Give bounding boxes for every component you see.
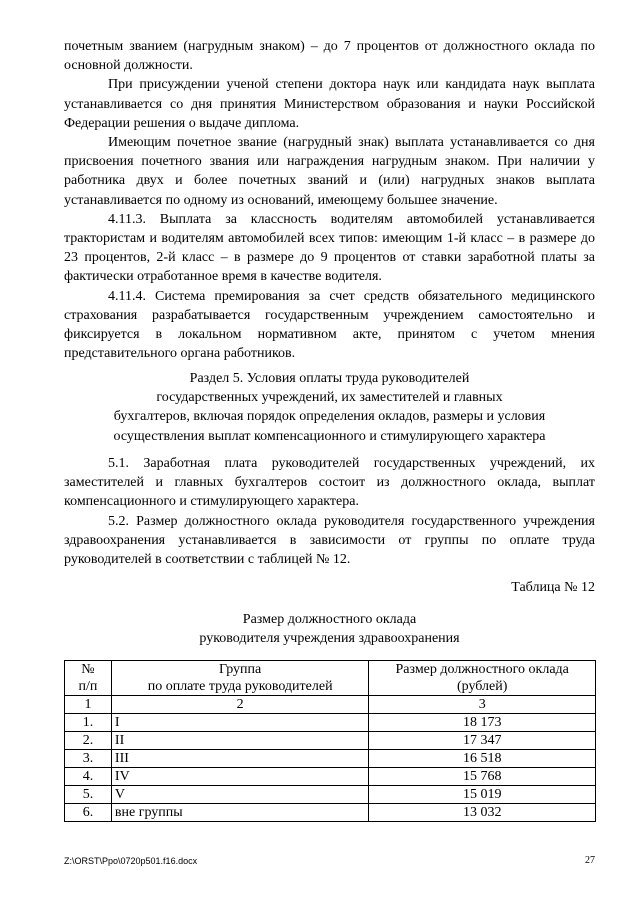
row-group: I: [111, 714, 368, 732]
row-group: IV: [111, 768, 368, 786]
row-group: V: [111, 786, 368, 804]
salary-table: [64, 660, 596, 822]
numbering-cell: 3: [369, 696, 596, 714]
table-row: [65, 804, 596, 822]
row-value: 16 518: [369, 750, 596, 768]
paragraph: 4.11.3. Выплата за классность водителям автомобилей устанавливается трактористам и водителям автомобилей всех типов: имеющим 1-й класс – в размере до 23 процентов, 2-й класс – в размере до 9 процентов от ставки заработной платы за фактически отработанное время в качестве водителя.: [64, 211, 595, 285]
table-caption-line: руководителя учреждения здравоохранения: [199, 631, 460, 646]
table-caption-line: Размер должностного оклада: [242, 612, 417, 627]
row-number: 6.: [65, 804, 112, 822]
footer-file-path: Z:\ORST\Ppo\0720p501.f16.docx: [64, 856, 198, 866]
header-number: № п/п: [65, 661, 112, 696]
row-value: 18 173: [369, 714, 596, 732]
table-row: [65, 768, 596, 786]
row-number: 2.: [65, 732, 112, 750]
paragraph: 4.11.4. Система премирования за счет средств обязательного медицинского страхования разрабатывается государственным учреждением самостоятельно и фиксируется в локальном нормативном акте, принятом с учетом мнения представительного органа работников.: [64, 288, 595, 362]
page-number: 27: [585, 855, 595, 866]
paragraph: 5.2. Размер должностного оклада руководителя государственного учреждения здравоохранения устанавливается в зависимости от группы по оплате труда руководителей в соответствии с таблицей № 12.: [64, 513, 595, 568]
table-label: Таблица № 12: [511, 580, 595, 595]
table-header-row: [65, 661, 596, 696]
paragraph: 5.1. Заработная плата руководителей государственных учреждений, их заместителей и главных бухгалтеров состоит из должностного оклада, выплат компенсационного и стимулирующего характера.: [64, 456, 595, 510]
section-title-line: государственных учреждений, их заместителей и главных: [156, 390, 503, 406]
row-group: II: [111, 732, 368, 750]
body-text-mid: [64, 454, 595, 569]
table-caption: [64, 610, 595, 648]
row-number: 5.: [65, 786, 112, 804]
row-value: 15 768: [369, 768, 596, 786]
body-text-top: [64, 37, 595, 363]
row-value: 13 032: [369, 804, 596, 822]
paragraph: почетным званием (нагрудным знаком) – до 7 процентов от должностного оклада по основной должности.: [64, 39, 595, 74]
row-group: вне группы: [111, 804, 368, 822]
table-row: [65, 714, 596, 732]
table-numbering-row: [65, 696, 596, 714]
row-group: III: [111, 750, 368, 768]
paragraph: При присуждении ученой степени доктора наук или кандидата наук выплата устанавливается со дня принятия Министерством образования и науки Российской Федерации решения о выдаче диплома.: [64, 77, 595, 131]
header-salary: Размер должностного оклада (рублей): [369, 661, 596, 696]
section-title-line: осуществления выплат компенсационного и стимулирующего характера: [113, 428, 546, 444]
table-row: [65, 750, 596, 768]
section-title-line: бухгалтеров, включая порядок определения окладов, размеры и условия: [113, 409, 546, 425]
section-title-line: Раздел 5. Условия оплаты труда руководителей: [189, 371, 470, 386]
table-row: [65, 786, 596, 804]
header-group: Группа по оплате труда руководителей: [111, 661, 368, 696]
row-value: 17 347: [369, 732, 596, 750]
paragraph: Имеющим почетное звание (нагрудный знак) выплата устанавливается со дня присвоения почетного звания или награждения нагрудным знаком. При наличии у работника двух и более почетных званий и (или) нагрудных знаков выплата устанавливается по одному из оснований, имеющему большее значение.: [64, 135, 595, 208]
table-row: [65, 732, 596, 750]
row-value: 15 019: [369, 786, 596, 804]
row-number: 1.: [65, 714, 112, 732]
row-number: 4.: [65, 768, 112, 786]
row-number: 3.: [65, 750, 112, 768]
section-title: [64, 369, 595, 446]
numbering-cell: 1: [65, 696, 112, 714]
numbering-cell: 2: [111, 696, 368, 714]
